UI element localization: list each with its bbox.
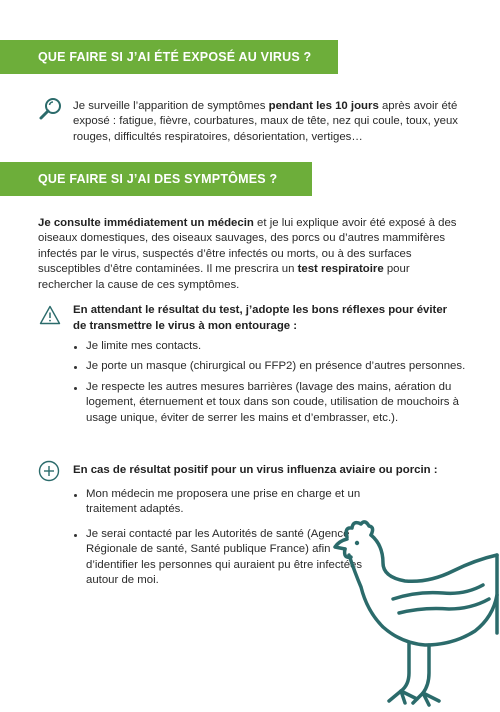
warning-triangle-icon (39, 305, 61, 325)
exposure-text-a: Je surveille l’apparition de symptômes (73, 100, 269, 112)
symptoms-text-2: pour rechercher la cause de ces symptômes. (38, 263, 410, 291)
list-item: Je serai contacté par les Autorités de santé (Agence Régionale de santé, Santé publique France) afin d’identifier les personnes qui auraient pu être infectées autour de moi. (73, 527, 373, 589)
section-heading-symptoms-text: QUE FAIRE SI J’AI DES SYMPTÔMES ? (38, 172, 278, 186)
list-item: Je porte un masque (chirurgical ou FFP2) en présence d’autres personnes. (73, 359, 468, 374)
list-item: Je respecte les autres mesures barrières (lavage des mains, aération du logement, éternuement et toux dans son coude, utilisation de mouchoirs à usage unique, éviter de serrer les mains et d’embrasser, etc.). (73, 380, 468, 426)
section-heading-exposure (0, 40, 338, 74)
exposure-text-bold: pendant les 10 jours (268, 100, 379, 112)
waiting-heading: En attendant le résultat du test, j’adopte les bons réflexes pour éviter de transmettre le virus à mon entourage : (73, 304, 448, 332)
symptoms-bold-1: Je consulte immédiatement un médecin (38, 217, 254, 229)
symptoms-bold-2: test respiratoire (297, 263, 384, 276)
list-item: Mon médecin me proposera une prise en charge et un traitement adaptés. (73, 487, 373, 518)
waiting-list (73, 339, 468, 431)
plus-circle-icon (38, 460, 60, 482)
section-heading-symptoms (0, 162, 312, 196)
list-item: Je limite mes contacts. (73, 339, 468, 354)
symptoms-paragraph (38, 216, 458, 293)
positive-heading: En cas de résultat positif pour un virus influenza aviaire ou porcin : (73, 464, 438, 476)
exposure-paragraph (73, 99, 465, 145)
symptoms-text-1: et je lui explique avoir été exposé à des oiseaux domestiques, des oiseaux sauvages, des porcs ou d’autres mammifères infectés par le virus, suspectés d’être infectés ou morts, ou à des surfaces susceptibles d’être contaminées. Il me prescrira un (38, 217, 457, 276)
chicken-illustration (325, 515, 500, 710)
section-heading-exposure-text: QUE FAIRE SI J’AI ÉTÉ EXPOSÉ AU VIRUS ? (38, 50, 312, 64)
magnifier-icon (38, 96, 64, 122)
exposure-text-b: après avoir été exposé : fatigue, fièvre, courbatures, maux de tête, nez qui coule, toux, yeux rouges, difficultés respiratoires, désorientation, vertiges… (73, 100, 458, 143)
